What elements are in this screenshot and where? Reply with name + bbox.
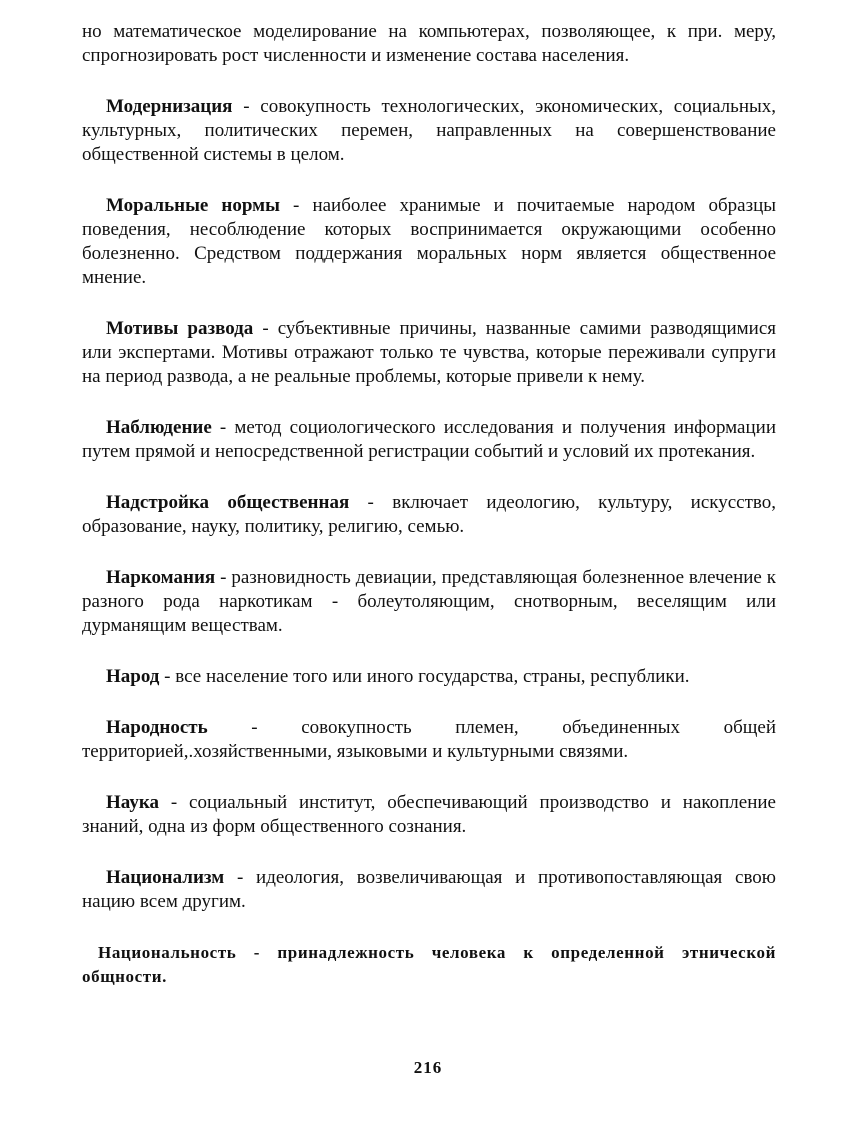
entry-definition: метод социологического исследования и получения информации путем прямой и непосредственной регистрации событий и условий их протекания. (82, 417, 776, 462)
entry-definition: наиболее хранимые и почитаемые народом образцы поведения, несоблюдение которых воспринимается окружающими особенно болезненно. Средством поддержания моральных норм является общественное мнение. (82, 195, 777, 288)
entry-definition: разновидность девиации, представляющая болезненное влечение к разного рода наркотикам - болеутоляющим, снотворным, веселящим или дурманящим веществам. (82, 567, 777, 636)
entry-term: Национализм (106, 867, 225, 888)
glossary-entry-nationality (82, 941, 776, 989)
entry-definition: субъективные причины, названные самими разводящимися или экспертами. Мотивы отражают только те чувства, которые переживали супруги на период развода, а не реальные проблемы, которые привели к нему. (82, 318, 777, 387)
entry-term: Национальность (98, 943, 237, 962)
glossary-entry-divorce-motives (82, 317, 776, 389)
entry-term: Народ (106, 666, 160, 687)
entry-term: Модернизация (106, 96, 233, 117)
entry-separator: - (215, 567, 232, 588)
entry-separator: - (224, 867, 257, 888)
entry-term: Наркомания (106, 567, 216, 588)
entry-term: Надстройка общественная (106, 492, 350, 513)
glossary-entry-drug-addiction (82, 566, 776, 638)
entry-definition: идеология, возвеличивающая и противопоставляющая свою нацию всем другим. (82, 867, 776, 912)
entry-separator: - (253, 318, 278, 339)
entry-separator: - (349, 492, 393, 513)
entry-term: Народность (106, 717, 208, 738)
glossary-entry-people (82, 665, 776, 689)
glossary-entry-superstructure (82, 491, 776, 539)
entry-term: Наблюдение (106, 417, 212, 438)
entry-definition: принадлежность человека к определенной этнической общности. (82, 943, 776, 986)
entry-term: Моральные нормы (106, 195, 280, 216)
page-number: 216 (413, 1058, 443, 1077)
glossary-entry-observation (82, 416, 776, 464)
entry-separator: - (207, 717, 302, 738)
glossary-entry-moral-norms (82, 194, 776, 290)
entry-separator: - (236, 943, 278, 962)
glossary-entry-nationalism (82, 866, 776, 914)
entry-definition: социальный институт, обеспечивающий производство и накопление знаний, одна из форм общественного сознания. (82, 792, 776, 837)
entry-separator: - (211, 417, 235, 438)
entry-term: Мотивы развода (106, 318, 254, 339)
lead-paragraph: но математическое моделирование на компьютерах, позволяющее, к при. меру, спрогнозировать рост численности и изменение состава населения. (82, 21, 776, 66)
entry-separator: - (279, 195, 313, 216)
glossary-entry-nationality-group (82, 716, 776, 764)
entry-definition: совокупность племен, объединенных общей территорией,.хозяйственными, языковыми и культурными связями. (82, 717, 777, 762)
entry-definition: совокупность технологических, экономических, социальных, культурных, политических перемен, направленных на совершенствование общественной системы в целом. (82, 96, 777, 165)
page-content (82, 20, 776, 989)
entry-separator: - (232, 96, 261, 117)
glossary-entry-modernization (82, 95, 776, 167)
entry-separator: - (158, 792, 190, 813)
entry-separator: - (159, 666, 176, 687)
entry-term: Наука (106, 792, 159, 813)
entry-definition: включает идеологию, культуру, искусство, образование, науку, политику, религию, семью. (82, 492, 777, 537)
entry-definition: все население того или иного государства, страны, республики. (175, 666, 690, 687)
glossary-entry-science (82, 791, 776, 839)
